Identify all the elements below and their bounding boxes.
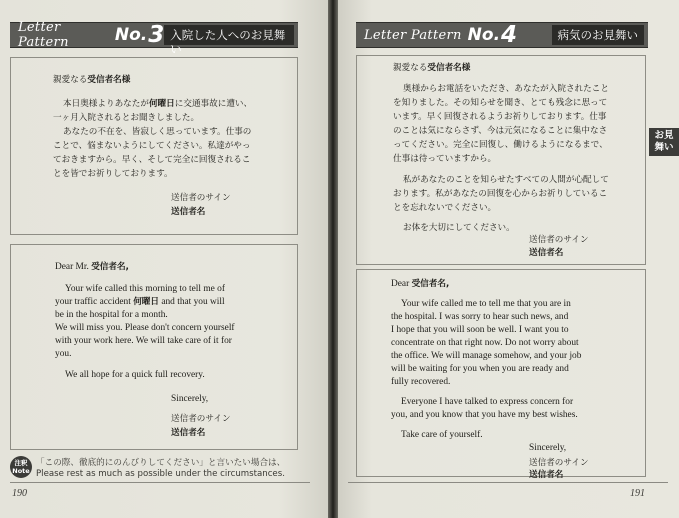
jp-line: 仕事は待っていますから。 xyxy=(393,154,497,164)
jp-line: 私があなたのことを知らせたすべての人間が心配して xyxy=(403,175,609,185)
jp-line: とを忘れないでください。 xyxy=(393,203,497,213)
note-icon: 注釈 Note xyxy=(10,456,32,478)
en-closing: Sincerely, xyxy=(529,443,567,453)
en-closing: Sincerely, xyxy=(171,394,209,404)
jp-signature: 送信者のサイン xyxy=(171,193,231,203)
letter-pattern-header-4 xyxy=(356,22,648,48)
jp-signature: 送信者のサイン xyxy=(529,235,589,245)
jp-line: 本日奥様よりあなたが何曜日に交通事故に遭い、 xyxy=(63,99,253,109)
jp-line: 一ヶ月入院されるとお聞きしました。 xyxy=(53,113,200,123)
book-gutter xyxy=(328,0,338,518)
jp-line: を知りました。その知らせを聞き、とても残念に思って xyxy=(393,98,608,108)
en-line: Your wife called me to tell me that you are in xyxy=(401,299,571,309)
en-line: Your wife called this morning to tell me of xyxy=(65,284,225,294)
jp-line: います。早く回復されるようお祈りしております。仕事 xyxy=(393,112,607,122)
jp-sender-name: 送信者名 xyxy=(171,207,206,217)
jp-line: とを皆でお祈りしております。 xyxy=(53,169,173,179)
en-line: with your work here. We will take care of it for xyxy=(55,336,232,346)
en-line: We will miss you. Please don't concern yourself xyxy=(55,323,235,333)
footer-rule xyxy=(10,482,310,483)
en-line: you. xyxy=(55,349,72,359)
jp-line: おります。私があなたの回復を心からお祈りしているこ xyxy=(393,189,608,199)
en-line: Everyone I have talked to express concern for xyxy=(401,397,574,407)
pattern-no: No. xyxy=(467,25,501,45)
jp-salutation: 親愛なる受信者名様 xyxy=(393,63,471,73)
en-line: be in the hospital for a month. xyxy=(55,310,168,320)
pattern-label: Letter Pattern xyxy=(18,20,69,50)
en-line: concentrate on that right now. Do not worry about xyxy=(391,338,579,348)
en-salutation: Dear Mr. 受信者名, xyxy=(55,262,129,272)
en-sender-name: 送信者名 xyxy=(529,470,564,480)
letter-pattern-header-3 xyxy=(10,20,298,56)
en-line: the office. We will manage somehow, and your job xyxy=(391,351,582,361)
pattern-title: 入院した人へのお見舞い xyxy=(164,25,294,45)
pattern-number: 3 xyxy=(148,21,165,48)
pattern-no: No. xyxy=(114,25,148,45)
jp-sender-name: 送信者名 xyxy=(529,248,564,258)
en-line: Take care of yourself. xyxy=(401,430,483,440)
footer-rule xyxy=(348,482,668,483)
en-line: We all hope for a quick full recovery. xyxy=(65,370,205,380)
en-sender-name: 送信者名 xyxy=(171,428,206,438)
jp-line: ことで、悩まないようにしてください。私達がやっ xyxy=(53,141,251,151)
jp-line: ておきますから。早く、そして完全に回復されるこ xyxy=(53,155,251,165)
jp-line: のことは気にならさず、今は元気になることに集中なさ xyxy=(393,126,608,136)
page-number: 191 xyxy=(630,488,645,499)
pattern-label: Letter Pattern xyxy=(364,27,462,43)
note-english: Please rest as much as possible under the circumstances. xyxy=(36,469,285,479)
pattern-title: 病気のお見舞い xyxy=(552,25,645,45)
en-signature: 送信者のサイン xyxy=(171,414,231,424)
japanese-letter-box xyxy=(356,55,646,265)
jp-line: ってください。完全に回復し、働けるようになるまで、 xyxy=(393,140,608,150)
right-page xyxy=(338,0,679,518)
note-japanese: 「この際、徹底的にのんびりしてください」と言いたい場合は、 xyxy=(36,458,286,468)
en-salutation: Dear 受信者名, xyxy=(391,279,450,289)
english-letter-box xyxy=(10,244,298,450)
jp-line: あなたの不在を、皆寂しく思っています。仕事の xyxy=(63,127,252,137)
japanese-letter-box xyxy=(10,57,298,235)
en-line: I hope that you will soon be well. I want you to xyxy=(391,325,569,335)
jp-line: 奥様からお電話をいただき、あなたが入院されたこと xyxy=(403,84,609,94)
page-number: 190 xyxy=(12,488,27,499)
en-line: the hospital. I was sorry to hear such news, and xyxy=(391,312,569,322)
jp-salutation: 親愛なる受信者名様 xyxy=(53,75,131,85)
left-page xyxy=(0,0,328,518)
en-line: fully recovered. xyxy=(391,377,451,387)
en-line: you, and you know that you have my best wishes. xyxy=(391,410,578,420)
en-signature: 送信者のサイン xyxy=(529,458,589,468)
pattern-number: 4 xyxy=(501,21,518,48)
english-letter-box xyxy=(356,269,646,480)
en-line: will be waiting for you when you are ready and xyxy=(391,364,569,374)
section-tab: お見 舞い xyxy=(649,128,679,156)
jp-line: お体を大切にしてください。 xyxy=(403,223,515,233)
en-line: your traffic accident 何曜日 and that you will xyxy=(55,297,225,307)
